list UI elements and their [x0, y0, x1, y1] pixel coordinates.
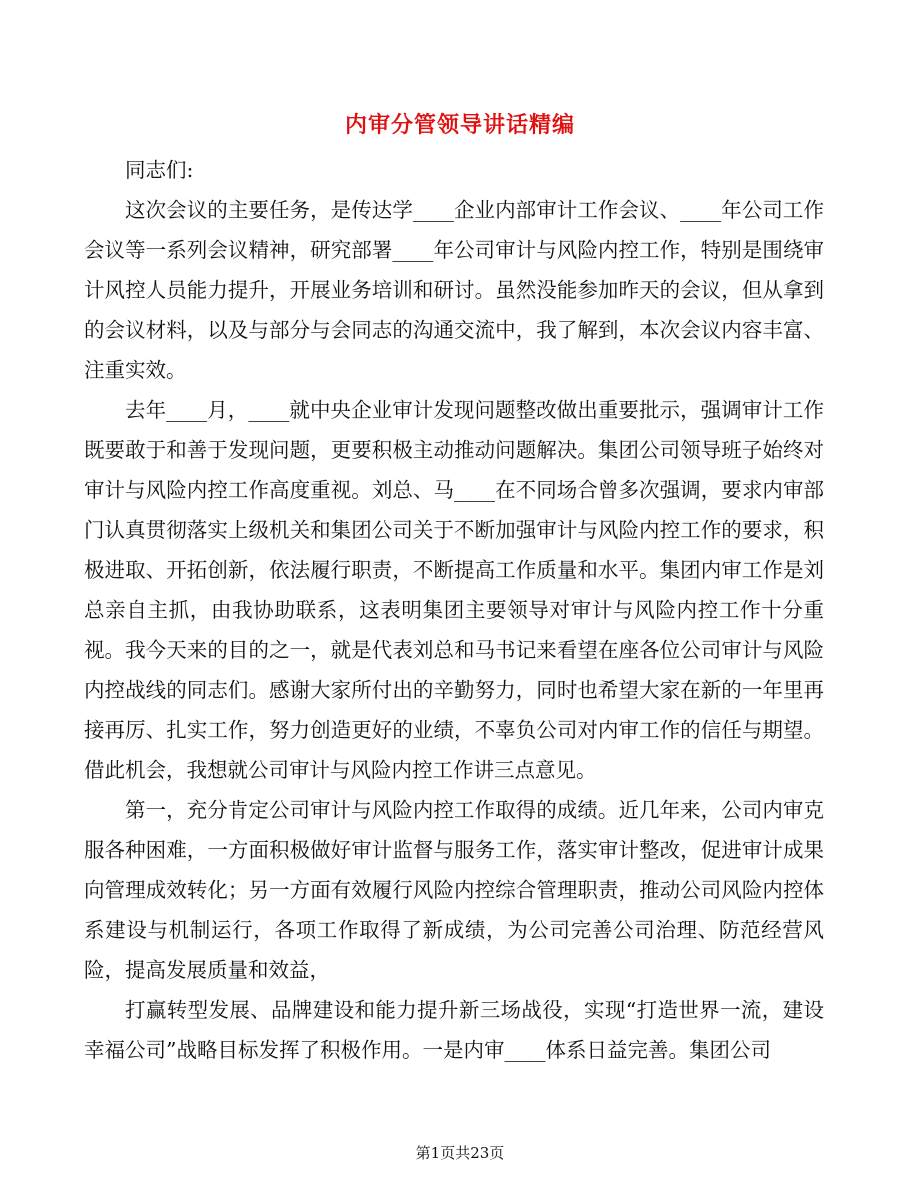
- paragraph-3: 第一，充分肯定公司审计与风险内控工作取得的成绩。近几年来，公司内审克服各种困难，一方面积极做好审计监督与服务工作，落实审计整改，促进审计成果向管理成效转化；另一方面有效履行风险内控综合管理职责，推动公司风险内控体系建设与机制运行，各项工作取得了新成绩，为公司完善公司治理、防范经营风险，提高发展质量和效益，: [84, 798, 824, 982]
- page-number-footer: 第1页共23页: [415, 1144, 505, 1162]
- paragraph-1: 这次会议的主要任务，是传达学____企业内部审计工作会议、____年公司工作会议等一系列会议精神，研究部署____年公司审计与风险内控工作，特别是围绕审计风控人员能力提升，开展业务培训和研讨。虽然没能参加昨天的会议，但从拿到的会议材料，以及与部分与会同志的沟通交流中，我了解到，本次会议内容丰富、注重实效。: [84, 198, 824, 382]
- paragraph-2: 去年____月，____就中央企业审计发现问题整改做出重要批示，强调审计工作既要敢于和善于发现问题，更要积极主动推动问题解决。集团公司领导班子始终对审计与风险内控工作高度重视。刘总、马____在不同场合曾多次强调，要求内审部门认真贯彻落实上级机关和集团公司关于不断加强审计与风险内控工作的要求，积极进取、开拓创新，依法履行职责，不断提高工作质量和水平。集团内审工作是刘总亲自主抓，由我协助联系，这表明集团主要领导对审计与风险内控工作十分重视。我今天来的目的之一，就是代表刘总和马书记来看望在座各位公司审计与风险内控战线的同志们。感谢大家所付出的辛勤努力，同时也希望大家在新的一年里再接再厉、扎实工作，努力创造更好的业绩，不辜负公司对内审工作的信任与期望。借此机会，我想就公司审计与风险内控工作讲三点意见。: [84, 398, 824, 782]
- document-body: [84, 150, 824, 1070]
- paragraph-4: 打赢转型发展、品牌建设和能力提升新三场战役，实现“打造世界一流，建设幸福公司”战略目标发挥了积极作用。一是内审____体系日益完善。集团公司: [84, 998, 824, 1062]
- salutation: 同志们:: [125, 158, 194, 182]
- document-title: 内审分管领导讲话精编: [344, 113, 575, 138]
